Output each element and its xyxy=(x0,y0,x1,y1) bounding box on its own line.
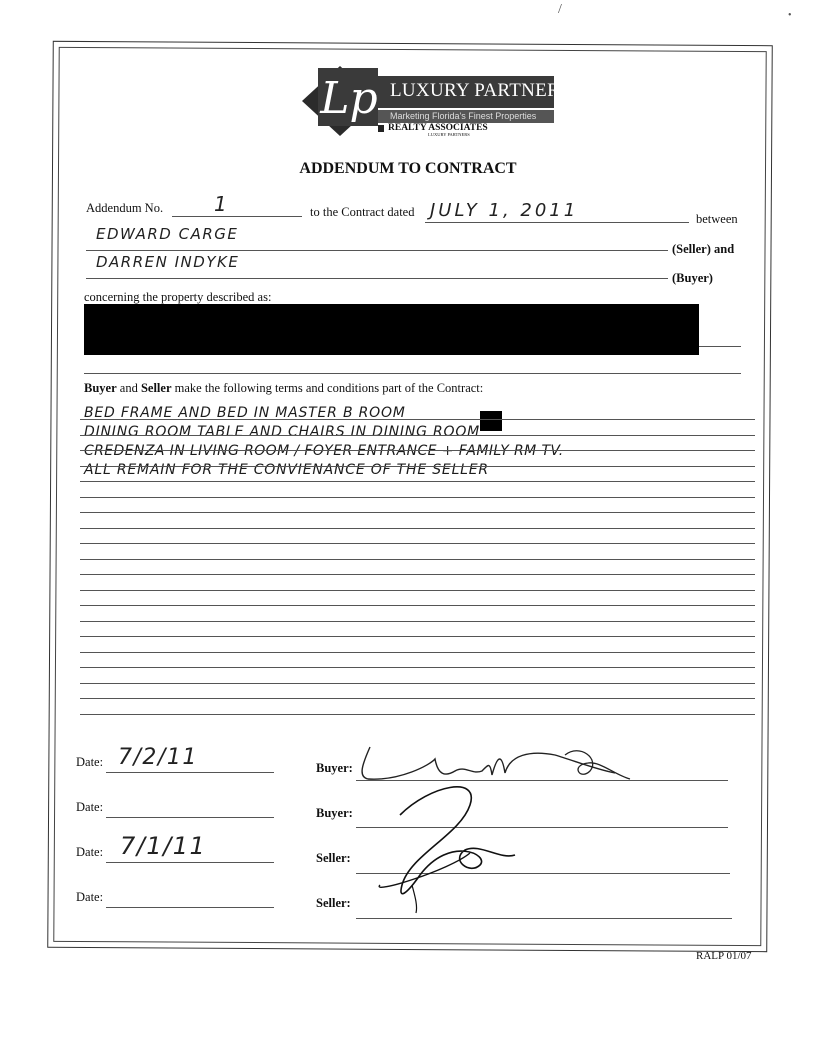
date-value-1: 7/2/11 xyxy=(118,745,198,770)
date-label-2: Date: xyxy=(76,800,104,814)
terms-intro-rest: make the following terms and conditions part of the Contract: xyxy=(171,381,484,395)
buyer-sign-label-2: Buyer: xyxy=(316,806,353,820)
logo-affiliate: REALTY ASSOCIATES xyxy=(388,123,488,133)
logo-brand-text: LUXURY PARTNERS xyxy=(390,80,571,101)
ruled-line xyxy=(80,481,755,482)
seller-sign-label-2: Seller: xyxy=(316,896,351,910)
ruled-line xyxy=(80,450,755,451)
ruled-line xyxy=(80,559,755,560)
document-title: ADDENDUM TO CONTRACT xyxy=(299,160,517,177)
handwritten-signatures xyxy=(340,735,640,915)
terms-intro-seller: Seller xyxy=(140,381,172,395)
seller-sign-label-1: Seller: xyxy=(316,851,351,865)
form-code: RALP 01/07 xyxy=(696,950,752,962)
terms-redaction xyxy=(480,411,502,431)
terms-intro xyxy=(84,381,483,396)
property-redaction xyxy=(84,304,699,355)
contract-date-label: to the Contract dated xyxy=(310,205,415,219)
seller-sign-line-2 xyxy=(356,918,732,919)
addendum-line xyxy=(172,216,302,217)
buyer-line xyxy=(86,278,668,279)
date-label-4: Date: xyxy=(76,890,104,904)
scan-mark: • xyxy=(788,10,792,21)
addendum-label: Addendum No. xyxy=(86,201,164,215)
ruled-line xyxy=(80,512,755,513)
terms-line-4: ALL REMAIN FOR THE CONVIENANCE OF THE SELLER xyxy=(84,462,489,478)
terms-line-2: DINING ROOM TABLE AND CHAIRS IN DINING ROOM xyxy=(84,424,481,440)
seller-role-label: (Seller) and xyxy=(672,242,735,256)
ruled-line xyxy=(80,419,755,420)
logo-brand xyxy=(390,80,590,102)
logo-monogram: Lp xyxy=(320,73,378,124)
logo-brand-suffix: LLC xyxy=(575,90,591,98)
contract-date-value: JULY 1, 2011 xyxy=(430,200,579,221)
date-line-2 xyxy=(106,817,274,818)
logo-affiliate-sub: LUXURY PARTNERS xyxy=(428,132,470,137)
date-label-3: Date: xyxy=(76,845,104,859)
ruled-line xyxy=(80,636,755,637)
between-label: between xyxy=(696,212,738,226)
ruled-line xyxy=(80,683,755,684)
logo-tagline: Marketing Florida's Finest Properties xyxy=(390,111,537,121)
ruled-line xyxy=(80,714,755,715)
property-label: concerning the property described as: xyxy=(84,290,272,304)
contract-date-line xyxy=(425,222,689,223)
date-line-3 xyxy=(106,862,274,863)
ruled-line xyxy=(80,543,755,544)
ruled-line xyxy=(80,466,755,467)
seller-name: EDWARD CARGE xyxy=(96,225,239,243)
buyer-sign-label-1: Buyer: xyxy=(316,761,353,775)
ruled-line xyxy=(80,698,755,699)
terms-intro-and: and xyxy=(116,381,141,395)
property-line xyxy=(699,346,741,347)
addendum-value: 1 xyxy=(214,192,229,216)
ruled-line xyxy=(80,435,755,436)
date-label-1: Date: xyxy=(76,755,104,769)
ruled-line xyxy=(80,574,755,575)
terms-line-3: CREDENZA IN LIVING ROOM / FOYER ENTRANCE + FAMILY RM TV. xyxy=(84,443,564,459)
ruled-line xyxy=(80,528,755,529)
ruled-line xyxy=(80,605,755,606)
ruled-line xyxy=(80,667,755,668)
terms-line-1: BED FRAME AND BED IN MASTER B ROOM xyxy=(84,405,406,421)
ruled-line xyxy=(80,652,755,653)
ruled-line xyxy=(80,497,755,498)
date-value-3: 7/1/11 xyxy=(120,832,207,860)
scan-mark: / xyxy=(558,2,562,17)
terms-intro-buyer: Buyer xyxy=(84,381,117,395)
date-line-4 xyxy=(106,907,274,908)
date-line-1 xyxy=(106,772,274,773)
seller-line xyxy=(86,250,668,251)
property-line xyxy=(84,373,741,374)
ruled-line xyxy=(80,590,755,591)
luxury-partners-logo xyxy=(298,64,591,138)
buyer-name: DARREN INDYKE xyxy=(96,253,240,271)
buyer-role-label: (Buyer) xyxy=(672,271,713,285)
ruled-line xyxy=(80,621,755,622)
